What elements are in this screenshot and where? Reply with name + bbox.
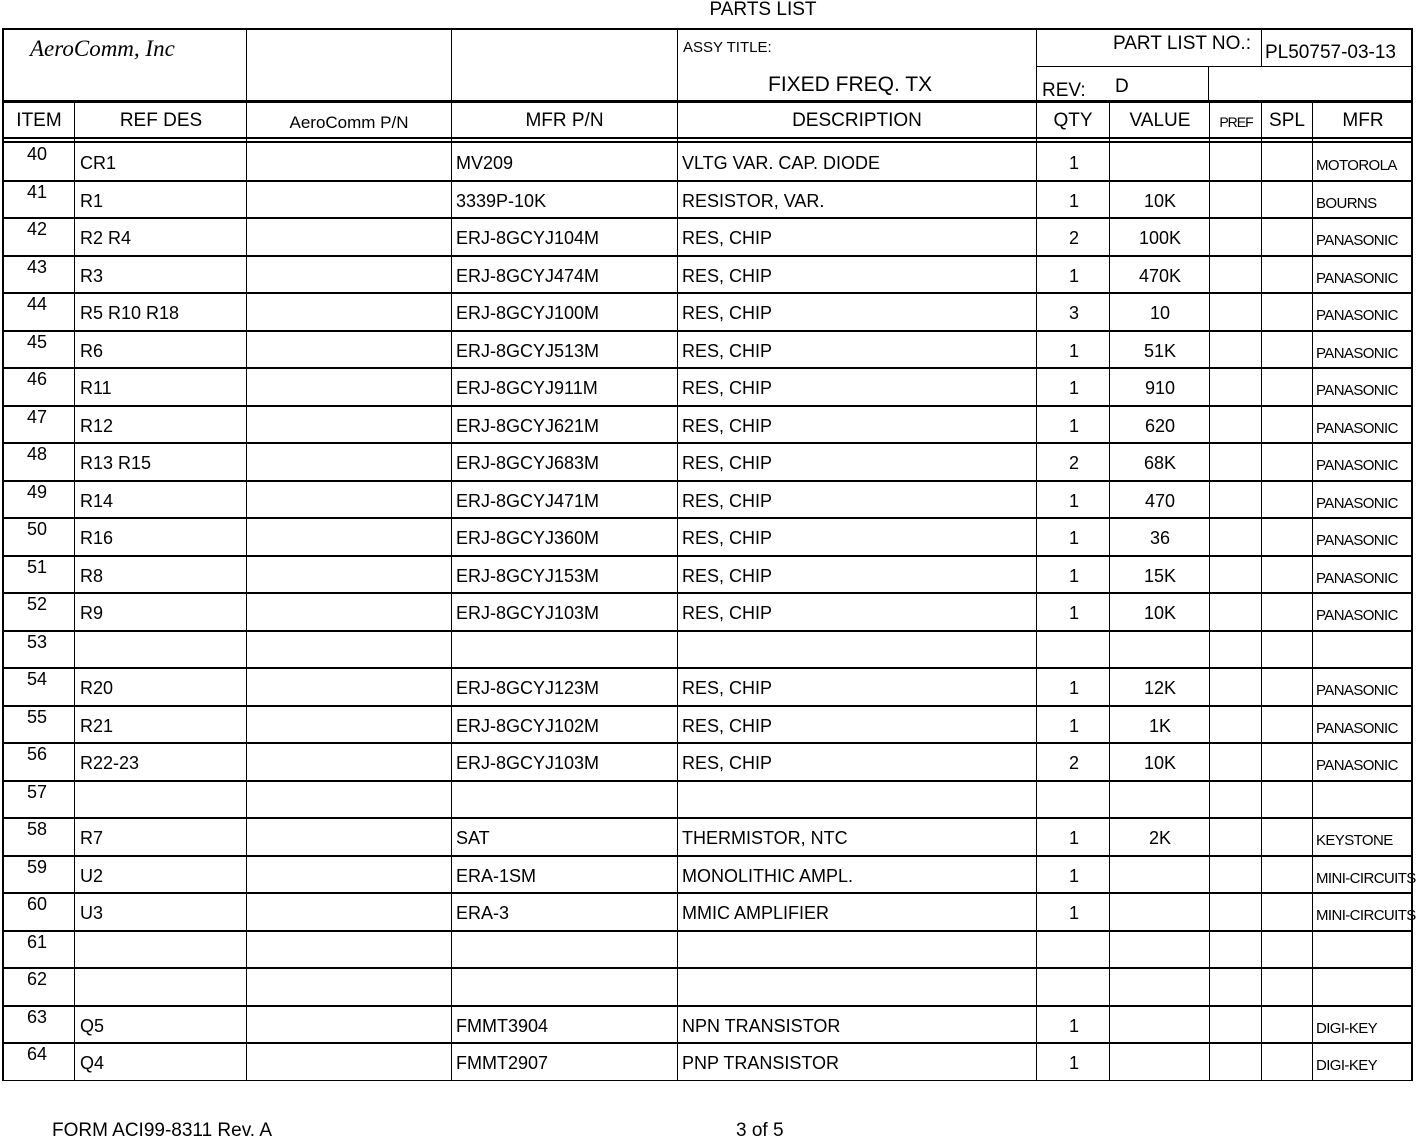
description: RES, CHIP	[682, 715, 773, 736]
description: RES, CHIP	[682, 265, 773, 286]
col-header-description: DESCRIPTION	[792, 110, 922, 131]
manufacturer: PANASONIC	[1316, 757, 1398, 774]
description: RES, CHIP	[682, 490, 773, 511]
manufacturer: PANASONIC	[1316, 719, 1398, 737]
row-divider	[2, 1080, 1413, 1081]
description: RES, CHIP	[682, 303, 773, 323]
ref-des: R8	[80, 565, 104, 586]
value: 10K	[1143, 190, 1177, 211]
item-number: 47	[27, 406, 48, 427]
item-number: 46	[27, 369, 48, 389]
description: RES, CHIP	[682, 340, 773, 361]
item-number: 53	[27, 631, 48, 652]
manufacturer: KEYSTONE	[1316, 832, 1393, 849]
quantity: 3	[1068, 303, 1079, 323]
table-row	[0, 182, 1417, 219]
value: 12K	[1143, 678, 1177, 698]
table-row	[0, 482, 1417, 519]
item-number: 62	[27, 969, 48, 989]
mfr-part-number: 3339P-10K	[456, 190, 547, 211]
manufacturer: PANASONIC	[1316, 457, 1398, 474]
ref-des: R3	[80, 265, 104, 286]
quantity: 1	[1068, 865, 1079, 886]
mfr-part-number: SAT	[456, 828, 490, 848]
manufacturer: MINI-CIRCUITS	[1316, 907, 1416, 924]
header-vline	[246, 28, 247, 103]
item-number: 42	[27, 219, 48, 239]
ref-des: CR1	[80, 153, 117, 173]
manufacturer: PANASONIC	[1316, 307, 1398, 324]
manufacturer: PANASONIC	[1316, 532, 1398, 549]
manufacturer: DIGI-KEY	[1316, 1019, 1378, 1037]
value: 10	[1149, 303, 1171, 323]
item-number: 56	[27, 744, 48, 764]
manufacturer: PANASONIC	[1316, 269, 1398, 287]
description: MMIC AMPLIFIER	[682, 903, 830, 923]
value: 10K	[1143, 753, 1177, 773]
manufacturer: PANASONIC	[1316, 232, 1398, 249]
column-header-divider	[2, 137, 1413, 139]
quantity: 2	[1068, 453, 1079, 473]
part-list-no-label: PART LIST NO.:	[1113, 33, 1251, 54]
quantity: 1	[1068, 265, 1079, 286]
ref-des: R9	[80, 603, 104, 623]
assy-title-label: ASSY TITLE:	[683, 39, 772, 56]
ref-des: R13 R15	[80, 453, 152, 473]
quantity: 1	[1068, 415, 1079, 436]
col-header-ref-des: REF DES	[119, 110, 203, 131]
ref-des: U2	[80, 865, 104, 886]
quantity: 1	[1068, 603, 1079, 623]
ref-des: R14	[80, 490, 114, 511]
manufacturer: PANASONIC	[1316, 382, 1398, 399]
header-vline	[677, 28, 678, 103]
value: 2K	[1148, 828, 1172, 848]
description: RES, CHIP	[682, 378, 773, 398]
table-row	[0, 782, 1417, 819]
item-number: 48	[27, 444, 48, 464]
company-name: AeroComm, Inc	[30, 36, 175, 61]
mfr-part-number: ERJ-8GCYJ100M	[456, 303, 600, 323]
table-row	[0, 707, 1417, 744]
ref-des: R5 R10 R18	[80, 303, 180, 323]
description: RESISTOR, VAR.	[682, 190, 825, 211]
manufacturer: PANASONIC	[1316, 494, 1398, 512]
quantity: 1	[1068, 340, 1079, 361]
item-number: 52	[27, 594, 48, 614]
quantity: 2	[1068, 753, 1079, 773]
quantity: 1	[1068, 153, 1079, 173]
description: PNP TRANSISTOR	[682, 1053, 840, 1073]
item-number: 41	[27, 181, 48, 202]
mfr-part-number: ERJ-8GCYJ104M	[456, 228, 600, 248]
quantity: 2	[1068, 228, 1079, 248]
table-row	[0, 219, 1417, 256]
table-row	[0, 894, 1417, 931]
manufacturer: MINI-CIRCUITS	[1316, 869, 1416, 887]
assy-title: FIXED FREQ. TX	[768, 73, 933, 96]
value: 10K	[1143, 603, 1177, 623]
value: 36	[1149, 528, 1171, 548]
value: 68K	[1143, 453, 1177, 473]
table-row	[0, 294, 1417, 331]
table-row	[0, 594, 1417, 631]
quantity: 1	[1068, 378, 1079, 398]
quantity: 1	[1068, 678, 1079, 698]
table-row	[0, 669, 1417, 706]
col-header-mfr: MFR	[1342, 110, 1384, 131]
mfr-part-number: ERJ-8GCYJ513M	[456, 340, 600, 361]
description: MONOLITHIC AMPL.	[682, 865, 854, 886]
value: 51K	[1143, 340, 1177, 361]
item-number: 63	[27, 1006, 48, 1027]
quantity: 1	[1068, 1015, 1079, 1036]
mfr-part-number: ERJ-8GCYJ103M	[456, 603, 600, 623]
table-row	[0, 932, 1417, 969]
manufacturer: PANASONIC	[1316, 607, 1398, 624]
item-number: 55	[27, 706, 48, 727]
item-number: 64	[27, 1044, 48, 1064]
mfr-part-number: ERJ-8GCYJ911M	[456, 378, 598, 398]
quantity: 1	[1068, 715, 1079, 736]
col-header-mfr-pn: MFR P/N	[525, 110, 604, 131]
ref-des: R7	[80, 828, 104, 848]
ref-des: R2 R4	[80, 228, 132, 248]
manufacturer: PANASONIC	[1316, 682, 1398, 699]
description: VLTG VAR. CAP. DIODE	[682, 153, 881, 173]
ref-des: R1	[80, 190, 104, 211]
col-header-qty: QTY	[1053, 110, 1093, 131]
value: 470	[1144, 490, 1176, 511]
page-title: PARTS LIST	[709, 0, 817, 20]
mfr-part-number: ERJ-8GCYJ621M	[456, 415, 600, 436]
item-number: 44	[27, 294, 48, 314]
mfr-part-number: ERJ-8GCYJ153M	[456, 565, 600, 586]
mfr-part-number: ERJ-8GCYJ471M	[456, 490, 600, 511]
table-row	[0, 1044, 1417, 1081]
table-row	[0, 969, 1417, 1006]
value: 470K	[1138, 265, 1182, 286]
rev-value: D	[1115, 76, 1129, 97]
table-row	[0, 369, 1417, 406]
part-list-no: PL50757-03-13	[1265, 42, 1396, 63]
quantity: 1	[1068, 1053, 1079, 1073]
col-header-pref: PREF	[1219, 114, 1253, 130]
description: RES, CHIP	[682, 603, 773, 623]
description: RES, CHIP	[682, 565, 773, 586]
col-header-aerocomm-pn: AeroComm P/N	[289, 113, 409, 132]
quantity: 1	[1068, 565, 1079, 586]
ref-des: R16	[80, 528, 114, 548]
manufacturer: PANASONIC	[1316, 344, 1398, 362]
item-number: 49	[27, 481, 48, 502]
mfr-part-number: ERA-3	[456, 903, 510, 923]
column-header-divider	[2, 141, 1413, 143]
manufacturer: MOTOROLA	[1316, 157, 1397, 174]
mfr-part-number: ERJ-8GCYJ474M	[456, 265, 600, 286]
item-number: 61	[27, 931, 48, 952]
mfr-part-number: ERJ-8GCYJ102M	[456, 715, 600, 736]
mfr-part-number: MV209	[456, 153, 514, 173]
header-vline	[1261, 28, 1262, 66]
mfr-part-number: FMMT3904	[456, 1015, 549, 1036]
item-number: 54	[27, 669, 48, 689]
header-divider	[2, 100, 1413, 103]
ref-des: R22-23	[80, 753, 140, 773]
col-header-spl: SPL	[1269, 110, 1305, 131]
ref-des: U3	[80, 903, 104, 923]
mfr-part-number: ERJ-8GCYJ103M	[456, 753, 600, 773]
table-row	[0, 407, 1417, 444]
table-row	[0, 519, 1417, 556]
description: THERMISTOR, NTC	[682, 828, 848, 848]
ref-des: R21	[80, 715, 114, 736]
manufacturer: PANASONIC	[1316, 569, 1398, 587]
item-number: 50	[27, 519, 48, 539]
description: RES, CHIP	[682, 528, 773, 548]
quantity: 1	[1068, 490, 1079, 511]
item-number: 45	[27, 331, 48, 352]
ref-des: R12	[80, 415, 114, 436]
value: 15K	[1143, 565, 1177, 586]
manufacturer: PANASONIC	[1316, 419, 1398, 437]
header-rev-divider	[1036, 66, 1413, 67]
quantity: 1	[1068, 528, 1079, 548]
quantity: 1	[1068, 828, 1079, 848]
table-row	[0, 632, 1417, 669]
ref-des: R6	[80, 340, 104, 361]
description: RES, CHIP	[682, 453, 773, 473]
description: RES, CHIP	[682, 678, 773, 698]
header-vline	[1208, 66, 1209, 103]
mfr-part-number: FMMT2907	[456, 1053, 549, 1073]
description: RES, CHIP	[682, 228, 773, 248]
mfr-part-number: ERJ-8GCYJ360M	[456, 528, 600, 548]
table-row	[0, 744, 1417, 781]
header-vline	[1036, 28, 1037, 103]
table-row	[0, 144, 1417, 181]
header-vline	[451, 28, 452, 103]
mfr-part-number: ERJ-8GCYJ123M	[456, 678, 600, 698]
description: RES, CHIP	[682, 753, 773, 773]
mfr-part-number: ERJ-8GCYJ683M	[456, 453, 600, 473]
value: 620	[1144, 415, 1176, 436]
quantity: 1	[1068, 903, 1079, 923]
ref-des: Q4	[80, 1053, 105, 1073]
item-number: 59	[27, 856, 48, 877]
value: 1K	[1148, 715, 1172, 736]
page-number: 3 of 5	[736, 1120, 784, 1141]
table-row	[0, 257, 1417, 294]
table-row	[0, 819, 1417, 856]
quantity: 1	[1068, 190, 1079, 211]
form-number: FORM ACI99-8311 Rev. A	[52, 1120, 272, 1141]
table-row	[0, 332, 1417, 369]
table-row	[0, 557, 1417, 594]
item-number: 51	[27, 556, 48, 577]
item-number: 40	[27, 144, 48, 164]
ref-des: Q5	[80, 1015, 105, 1036]
item-number: 57	[27, 781, 48, 802]
value: 910	[1144, 378, 1176, 398]
description: RES, CHIP	[682, 415, 773, 436]
value: 100K	[1138, 228, 1182, 248]
mfr-part-number: ERA-1SM	[456, 865, 537, 886]
rev-label: REV:	[1042, 80, 1086, 101]
ref-des: R20	[80, 678, 114, 698]
ref-des: R11	[80, 378, 112, 398]
manufacturer: DIGI-KEY	[1316, 1057, 1378, 1074]
item-number: 58	[27, 819, 48, 839]
description: NPN TRANSISTOR	[682, 1015, 841, 1036]
item-number: 60	[27, 894, 48, 914]
table-row	[0, 857, 1417, 894]
table-row	[0, 444, 1417, 481]
col-header-value: VALUE	[1129, 110, 1191, 131]
item-number: 43	[27, 256, 48, 277]
col-header-item: ITEM	[16, 110, 62, 131]
table-row	[0, 1007, 1417, 1044]
manufacturer: BOURNS	[1316, 194, 1377, 212]
